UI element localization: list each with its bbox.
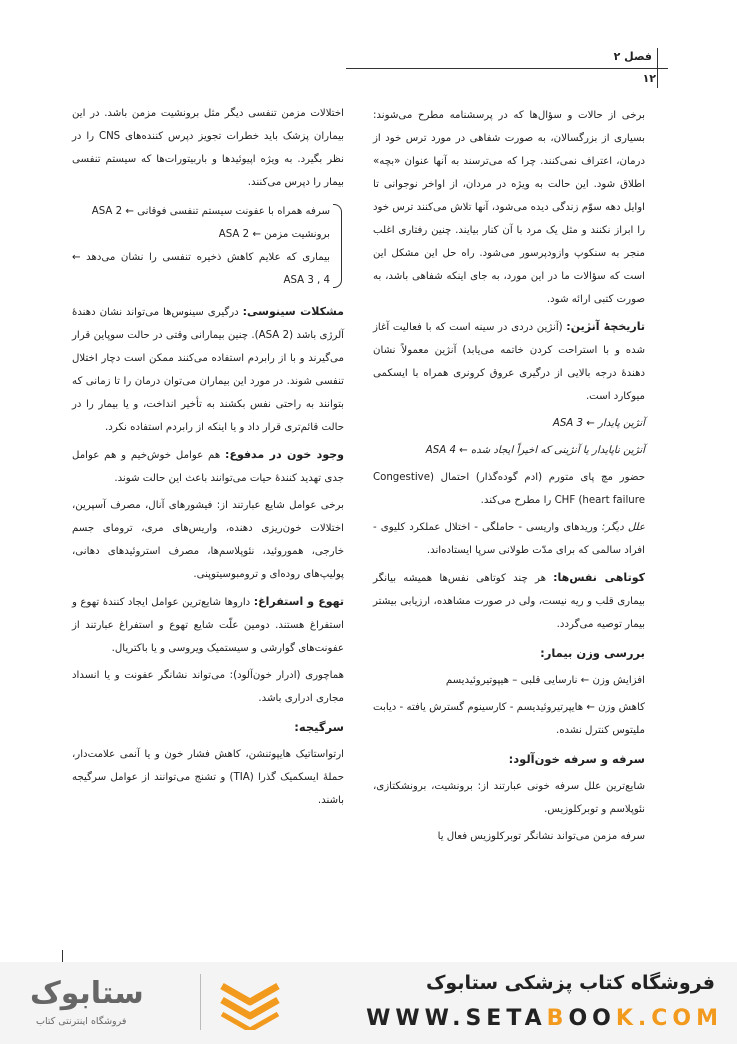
dyspnea-text: هر چند کوتاهی نفس‌ها همیشه بیانگر بیماری قلب و ریه نیست، ولی در صورت مشاهده، ارزیابی بیشتر بیمار توصیه می‌گردد.	[373, 573, 645, 630]
cough-paragraph-2: سرفه مزمن می‌تواند نشانگر توبرکلوزیس فعال یا	[437, 831, 645, 842]
brace-item-3: بیماری که علایم کاهش ذخیره تنفسی را نشان می‌دهد ← ASA 3 , 4	[72, 252, 330, 286]
header-divider	[657, 48, 658, 88]
footer-banner	[0, 962, 737, 1044]
other-causes-paragraph	[373, 516, 645, 562]
nausea-paragraph	[72, 590, 344, 660]
chf-paragraph: حضور مچ پای متورم (ادم گوده‌گذار) احتمال (Congestive heart failure) CHF را مطرح می‌کند.	[373, 472, 645, 506]
logo-subtitle: فروشگاه اینترنتی کتاب	[36, 1016, 127, 1027]
intro-paragraph: برخی از حالات و سؤال‌ها که در پرسشنامه مطرح می‌شوند: بسیاری از بزرگسالان، به صورت شفاهی در مورد ترس خود از درمان، اعتراف نمی‌کنند. چرا که می‌ترسند به آنها عنوان «بچه» اطلاق شود. این حالت به ویژه در مردان، از اواخر نوجوانی تا اوایل دهه سوّم زندگی دیده می‌شود، آنها تلاش می‌کنند ترس خود را ابراز نکنند و مثل یک مرد با آن کنار بیایند. چنین رفتاری اغلب منجر به سنکوپ وازودپرسور می‌شود. راه حل این مشکل این است که سؤالات ما در این مورد، به جای اینکه شفاهی باشد، به صورت کتبی ارائه شود.	[373, 110, 645, 305]
unstable-angina-line	[373, 439, 645, 462]
asa-brace-list	[72, 200, 344, 292]
store-url[interactable]	[366, 1006, 723, 1031]
stable-angina-text: آنژین پایدار ← ASA 3	[552, 418, 645, 429]
url-part-4: K.COM	[615, 1006, 723, 1031]
other-causes-text: وریدهای واریسی - حاملگی - اختلال عملکرد کلیوی - افراد سالمی که برای مدّت طولانی سرپا ایستاده‌اند.	[373, 522, 645, 556]
dyspnea-paragraph	[373, 566, 645, 636]
chapter-label: فصل ۲	[613, 50, 652, 63]
angina-paragraph	[373, 315, 645, 408]
nausea-text: داروها شایع‌ترین عوامل ایجاد کنندهٔ تهوع و استفراغ هستند. دومین علّت شایع تهوع و استفراغ عبارتند از عفونت‌های گوارشی و سیستمیک ویروسی و یا باکتریال.	[72, 597, 344, 654]
bleed-heading: وجود خون در مدفوع:	[225, 448, 344, 461]
page-number: ۱۲	[642, 72, 656, 85]
page-header	[346, 48, 668, 88]
logo-text: ستابوک	[30, 976, 144, 1011]
store-name: فروشگاه کتاب پزشکی ستابوک	[425, 972, 715, 994]
bleed-text: هم عوامل خوش‌خیم و هم عوامل جدی تهدید کنندهٔ حیات می‌توانند باعث این حالت شوند.	[72, 450, 344, 484]
left-column	[72, 102, 344, 816]
unstable-angina-text: آنژین ناپایدار یا آنژینی که اخیراً ایجاد شده ← ASA 4	[425, 445, 645, 456]
sinus-heading: مشکلات سینوسی:	[242, 305, 344, 318]
header-rule	[346, 68, 668, 69]
bleed-paragraph	[72, 443, 344, 490]
cough-heading: سرفه و سرفه خون‌آلود:	[508, 752, 645, 766]
weight-loss-line: کاهش وزن ← هایپرتیروئیدیسم - کارسینوم گسترش یافته - دیابت ملیتوس کنترل نشده.	[373, 702, 645, 736]
right-column	[373, 104, 645, 852]
url-part-1: WWW.SETA	[366, 1006, 547, 1031]
url-part-3: OO	[568, 1006, 616, 1031]
url-part-2: B	[546, 1006, 569, 1031]
angina-text: (آنژین دردی در سینه است که با فعالیت آغاز شده و با استراحت کردن خاتمه می‌یابد) آنژین معمولاً نشان دهندهٔ درجه بالایی از درگیری عروق کرونری همراه با ایسکمی میوکارد است.	[373, 322, 645, 402]
dizziness-paragraph: ارتواستاتیک هایپوتنشن، کاهش فشار خون و یا آنمی علامت‌دار، حملهٔ ایسکمیک گذرا (TIA) و تشنج می‌توانند از عوامل سرگیجه باشند.	[72, 749, 344, 806]
cough-paragraph-1: شایع‌ترین علل سرفه خونی عبارتند از: برونشیت، برونشکتازی، نئوپلاسم و توبرکلوزیس.	[373, 781, 645, 815]
angina-heading: تاریخچهٔ آنژین:	[566, 320, 645, 333]
sinus-text: درگیری سینوس‌ها می‌تواند نشان دهندهٔ آلرژی باشد (ASA 2). چنین بیمارانی وقتی در حالت سوپاین قرار می‌گیرند و با از رابردم استفاده می‌کنند ممکن است دچار اختلال تنفسی شوند. در مورد این بیماران می‌توان درمان را تا زمانی که بتوانند به راحتی نفس بکشند به تأخیر انداخت، و یا بیمار را در حالت قائم‌تری قرار داد و یا اینکه از رابردم استفاده نکرد.	[72, 307, 344, 433]
weight-heading: بررسی وزن بیمار:	[540, 646, 645, 660]
nausea-heading: تهوع و استفراغ:	[253, 595, 344, 608]
dyspnea-heading: کوتاهی نفس‌ها:	[553, 571, 645, 584]
brace-item-2: برونشیت مزمن ← ASA 2	[218, 229, 330, 240]
footer-divider	[200, 974, 201, 1030]
brace-item-1: سرفه همراه با عفونت سیستم تنفسی فوقانی ← ASA 2	[91, 206, 330, 217]
weight-gain-line: افزایش وزن ← نارسایی قلبی – هیپوتیروئیدیسم	[445, 675, 645, 686]
hematuria-paragraph: هماچوری (ادرار خون‌آلود): می‌تواند نشانگر عفونت و یا انسداد مجاری ادراری باشد.	[72, 670, 344, 704]
bleed-causes-paragraph: برخی عوامل شایع عبارتند از: فیشورهای آنال، مصرف آسپرین، اختلالات خون‌ریزی دهنده، واریس‌های مری، ترومای جسم خارجی، هموروئید، نئوپلاسم‌ها، مصرف استروئیدهای دهانی، پولیپ‌های روده‌ای و ترومبوسیتوپنی.	[72, 500, 344, 580]
book-logo-icon	[218, 980, 282, 1030]
sinus-paragraph	[72, 300, 344, 439]
respiratory-paragraph: اختلالات مزمن تنفسی دیگر مثل برونشیت مزمن باشد. در این بیماران پزشک باید خطرات تجویز دپرس کننده‌های CNS را در نظر بگیرد. به ویژه اپیوئیدها و باربیتورات‌ها که سیستم تنفسی بیمار را دپرس می‌کنند.	[72, 108, 344, 188]
other-causes-label: علل دیگر:	[601, 522, 645, 533]
stable-angina-line	[373, 412, 645, 435]
dizziness-heading: سرگیجه:	[294, 720, 344, 734]
